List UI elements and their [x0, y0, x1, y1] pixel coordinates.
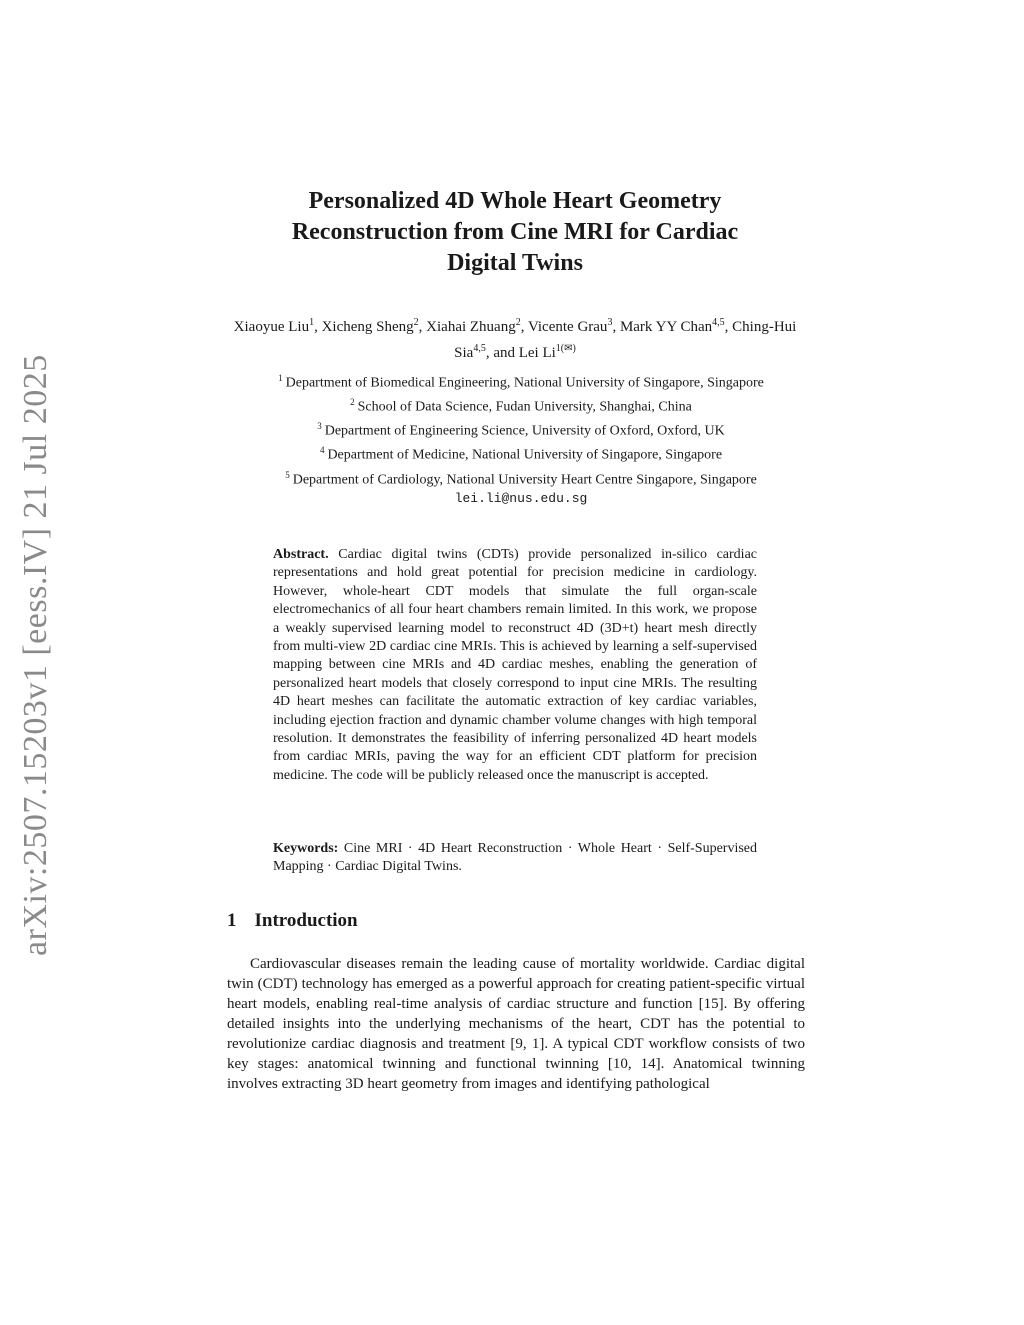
contact-email[interactable]: lei.li@nus.edu.sg — [454, 490, 588, 506]
affiliation-text: Department of Engineering Science, University of Oxford, Oxford, UK — [324, 423, 725, 439]
author-affiliation-mark: 3 — [607, 317, 613, 328]
affiliation-item — [226, 466, 816, 490]
affiliation-number: 4 — [319, 445, 325, 456]
affiliation-item — [226, 369, 816, 393]
section-title: Introduction — [254, 910, 358, 931]
author-affiliation-mark: 1 — [309, 317, 315, 328]
keywords-label: Keywords: — [273, 841, 339, 856]
title-line-2: Reconstruction from Cine MRI for Cardiac — [291, 219, 739, 245]
author-affiliation-mark: 2 — [515, 317, 521, 328]
section-number: 1 — [227, 910, 237, 931]
author-name: , Xiahai Zhuang — [418, 319, 516, 335]
abstract-text: Cardiac digital twins (CDTs) provide personalized in-silico cardiac representations and hold great potential for precision medicine in cardiology. However, whole-heart CDT models that simulate the full organ-scale electromechanics of all four heart chambers remain limited. In this work, we propose a weakly supervised learning model to reconstruct 4D (3D+t) heart mesh directly from multi-view 2D cardiac cine MRIs. This is achieved by learning a self-supervised mapping between cine MRIs and 4D cardiac meshes, enabling the generation of personalized heart models that closely correspond to input cine MRIs. The resulting 4D heart meshes can facilitate the automatic extraction of key cardiac variables, including ejection fraction and dynamic chamber volume changes with high temporal resolution. It demonstrates the feasibility of inferring personalized 4D heart models from cardiac MRIs, paving the way for an efficient CDT platform for precision medicine. The code will be publicly released once the manuscript is accepted. — [273, 547, 758, 783]
affiliation-number: 3 — [317, 421, 322, 432]
abstract-label: Abstract. — [273, 547, 329, 562]
introduction-paragraph: Cardiovascular diseases remain the leading cause of mortality worldwide. Cardiac digital twin (CDT) technology has emerged as a powerful approach for creating patient-specific virtual heart models, enabling real-time analysis of cardiac structure and function [15]. By offering detailed insights into the underlying mechanisms of the heart, CDT has the potential to revolutionize cardiac diagnosis and treatment [9, 1]. A typical CDT workflow consists of two key stages: anatomical twinning and functional twinning [10, 14]. Anatomical twinning involves extracting 3D heart geometry from images and identifying pathological — [227, 956, 805, 1092]
keywords-text: Cine MRI · 4D Heart Reconstruction · Whole Heart · Self-Supervised Mapping · Cardiac Digital Twins. — [273, 841, 758, 875]
section-heading — [227, 910, 358, 932]
author-list — [226, 312, 804, 364]
affiliation-list — [226, 369, 816, 508]
affiliation-number: 5 — [285, 469, 290, 480]
author-name: , and Lei Li — [485, 345, 556, 361]
author-name: , Mark YY Chan — [612, 319, 713, 335]
author-affiliation-mark: 2 — [413, 317, 419, 328]
affiliation-item — [226, 441, 816, 465]
author-name: , Xicheng Sheng — [314, 319, 414, 335]
affiliation-text: Department of Cardiology, National University Heart Centre Singapore, Singapore — [292, 472, 757, 488]
author-affiliation-mark: 4,5 — [473, 343, 486, 354]
author-name: , Vicente Grau — [520, 319, 608, 335]
paper-title — [230, 186, 800, 279]
keywords — [273, 840, 757, 877]
affiliation-text: Department of Medicine, National University of Singapore, Singapore — [327, 448, 723, 464]
corresponding-author-mark: 1(✉) — [555, 343, 576, 354]
affiliation-number: 2 — [350, 397, 355, 408]
affiliation-text: School of Data Science, Fudan University, Shanghai, China — [357, 399, 692, 415]
author-name: Xiaoyue Liu — [233, 319, 310, 335]
abstract — [273, 546, 757, 785]
affiliation-item — [226, 393, 816, 417]
arxiv-identifier-stamp: arXiv:2507.15203v1 [eess.IV] 21 Jul 2025 — [17, 354, 54, 956]
affiliation-number: 1 — [278, 373, 283, 383]
affiliation-text: Department of Biomedical Engineering, National University of Singapore, Singapore — [285, 375, 764, 391]
title-line-1: Personalized 4D Whole Heart Geometry — [308, 188, 722, 214]
author-name: , Ching-Hui Sia — [454, 319, 797, 361]
author-affiliation-mark: 4,5 — [712, 317, 725, 328]
affiliation-item — [226, 417, 816, 441]
title-line-3: Digital Twins — [447, 250, 583, 276]
